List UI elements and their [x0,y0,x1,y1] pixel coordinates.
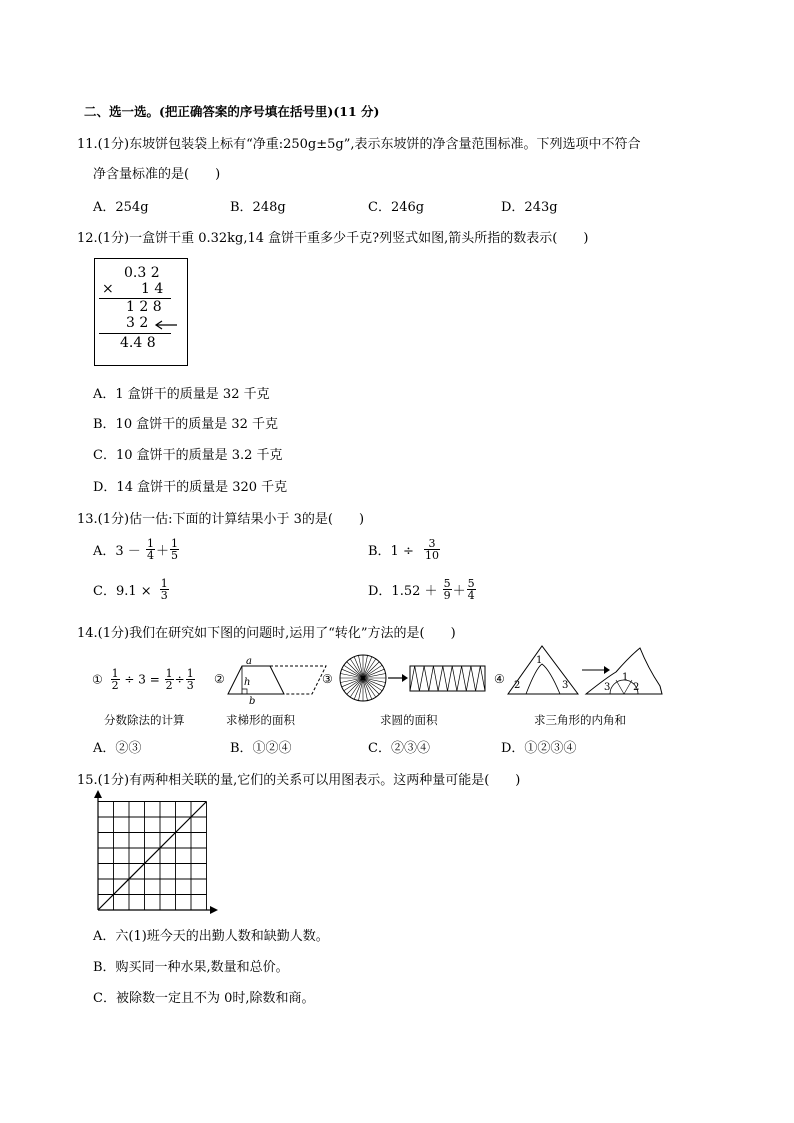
q13-a-frac2: $\frac{1}{5}$ [170,537,178,562]
q13-a-op: ＋ [155,544,169,559]
q13-a-label: A．3 － [93,544,141,559]
fig1-frac3: $\frac{1}{3}$ [186,667,194,692]
q12-option-d: D．14 盒饼干的质量是 320 千克 [93,480,288,495]
section-title: 二、选一选。(把正确答案的序号填在括号里)(11 分) [84,104,380,119]
q13-c-label: C．9.1 × [93,584,152,599]
calc-times-sign: × [102,281,114,297]
fig4-angle-3-left: 3 [562,680,569,691]
q13-b-label: B．1 ÷ [368,544,414,559]
fig2-label-a: a [246,656,252,667]
q12-option-a: A．1 盒饼干的质量是 32 千克 [93,387,270,402]
fig4-angle-1-right: 1 [622,672,629,683]
fig2-caption: 求梯形的面积 [226,713,295,727]
q13-b-frac: $\frac{3}{10}$ [425,537,439,562]
q13-d-frac2: $\frac{5}{4}$ [467,577,475,602]
q14-fig2-trapezoid [226,656,330,706]
calc-partial-1: 1 2 8 [126,299,162,315]
calc-partial-2: 3 2 [126,315,149,331]
q13-option-b [368,538,441,561]
q15-option-b: B．购买同一种水果,数量和总价。 [93,960,289,975]
arrow-left-icon [153,319,179,331]
q14-option-c: C．②③④ [368,741,430,756]
q12-stem: 12.(1分)一盒饼干重 0.32kg,14 盒饼干重多少千克?列竖式如图,箭头所指的数表示( ) [77,231,589,246]
fig1-mark: ① [92,672,103,687]
fig2-label-b: b [249,696,256,707]
q14-fig1-equation [92,668,196,691]
q11-stem-line1: 11.(1分)东坡饼包装袋上标有“净重:250g±5g”,表示东坡饼的净含量范围标准。下列选项中不符合 [77,137,641,152]
fig1-eq-mid: ÷ 3 = [124,672,160,687]
q15-proportion-grid-graph [88,790,220,920]
calc-row-multiplicand: 0.3 2 [124,265,160,281]
q11-stem-line2: 净含量标准的是( ) [93,167,221,182]
q13-option-d [368,578,477,601]
q14-option-b: B．①②④ [230,741,292,756]
q13-option-a [93,538,180,561]
q11-option-d: D．243g [501,200,558,215]
fig3-caption: 求圆的面积 [380,713,438,727]
q14-stem: 14.(1分)我们在研究如下图的问题时,运用了“转化”方法的是( ) [77,626,456,641]
q11-option-b: B．248g [230,200,286,215]
q12-option-c: C．10 盒饼干的质量是 3.2 千克 [93,448,283,463]
fig2-mark: ② [214,672,225,686]
q13-stem: 13.(1分)估一估:下面的计算结果小于 3的是( ) [77,512,365,527]
fig4-angle-2-left: 2 [514,680,521,691]
q14-option-d: D．①②③④ [501,741,577,756]
q12-vertical-calc-box [94,258,188,366]
fig1-frac1: $\frac{1}{2}$ [111,667,119,692]
fig3-mark: ③ [322,672,333,686]
q13-d-frac1: $\frac{5}{9}$ [443,577,451,602]
fig4-angle-2-right: 2 [633,682,640,693]
fig4-caption: 求三角形的内角和 [534,713,626,727]
q13-a-frac1: $\frac{1}{4}$ [146,537,154,562]
q12-option-b: B．10 盒饼干的质量是 32 千克 [93,417,279,432]
q14-fig3-circle-to-rectangle [338,652,488,704]
fig1-op2: ÷ [174,672,185,687]
fig4-angle-1-left: 1 [536,655,543,666]
calc-product: 4.4 8 [120,335,156,351]
fig4-angle-3-right: 3 [604,682,611,693]
fig1-frac2: $\frac{1}{2}$ [165,667,173,692]
q14-fig4-triangle-angles [506,642,664,698]
q15-option-a: A．六(1)班今天的出勤人数和缺勤人数。 [93,929,329,944]
fig1-caption: 分数除法的计算 [104,713,185,727]
q13-d-op: ＋ [452,584,466,599]
q14-option-a: A．②③ [93,741,142,756]
q13-c-frac: $\frac{1}{3}$ [160,577,168,602]
q13-option-c [93,578,170,601]
q15-stem: 15.(1分)有两种相关联的量,它们的关系可以用图表示。这两种量可能是( ) [77,773,521,788]
q15-option-c: C．被除数一定且不为 0时,除数和商。 [93,991,315,1006]
q13-d-label: D．1.52 ＋ [368,584,438,599]
q11-option-c: C．246g [368,200,425,215]
calc-rule-2 [99,333,171,334]
calc-row-multiplier: 1 4 [141,281,164,297]
fig2-label-h: h [244,677,251,688]
q11-option-a: A．254g [93,200,149,215]
fig4-mark: ④ [494,672,505,686]
